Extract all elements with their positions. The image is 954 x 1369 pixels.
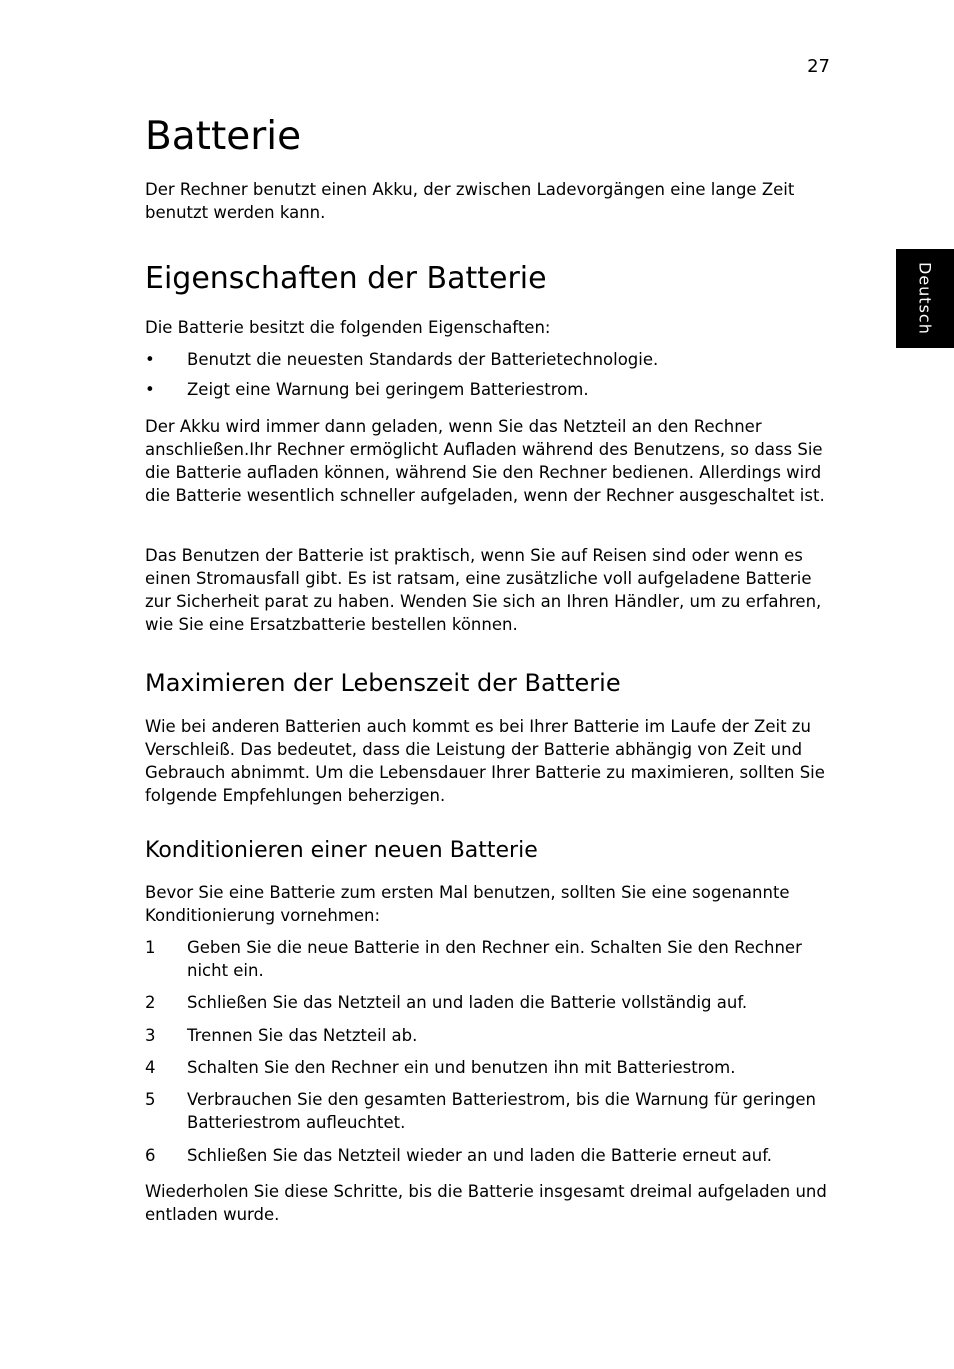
section3-closing: Wiederholen Sie diese Schritte, bis die Batterie insgesamt dreimal aufgeladen und entladen wurde. [145, 1182, 827, 1224]
step-text: Trennen Sie das Netzteil ab. [187, 1026, 418, 1045]
section1-paragraph-2: Das Benutzen der Batterie ist praktisch, wenn Sie auf Reisen sind oder wenn es einen Stromausfall gibt. Es ist ratsam, eine zusätzliche voll aufgeladene Batterie zur Sicherheit parat zu haben. Wenden Sie sich an Ihren Händler, um zu erfahren, wie Sie eine Ersatzbatterie bestellen können. [145, 546, 822, 634]
bullet-text: Zeigt eine Warnung bei geringem Batteriestrom. [187, 380, 589, 399]
section1-paragraph-1: Der Akku wird immer dann geladen, wenn Sie das Netzteil an den Rechner anschließen.Ihr Rechner ermöglicht Aufladen während des Benutzens, so dass Sie die Batterie aufladen können, während Sie den Rechner bedienen. Allerdings wird die Batterie wesentlich schneller aufgeladen, wenn der Rechner ausgeschaltet ist. [145, 417, 825, 505]
section1-lead: Die Batterie besitzt die folgenden Eigenschaften: [145, 318, 551, 337]
bullet-marker: • [145, 380, 155, 399]
section-heading-eigenschaften: Eigenschaften der Batterie [145, 261, 547, 296]
page-title: Batterie [145, 114, 302, 159]
step-text: Geben Sie die neue Batterie in den Rechner ein. Schalten Sie den Rechner nicht ein. [187, 938, 802, 980]
step-number: 4 [145, 1058, 156, 1077]
section3-lead: Bevor Sie eine Batterie zum ersten Mal benutzen, sollten Sie eine sogenannte Konditionierung vornehmen: [145, 883, 790, 925]
step-text: Verbrauchen Sie den gesamten Batteriestrom, bis die Warnung für geringen Batteriestrom aufleuchtet. [187, 1090, 816, 1132]
section-heading-maximieren: Maximieren der Lebenszeit der Batterie [145, 669, 621, 697]
language-tab-label: Deutsch [915, 262, 935, 335]
step-number: 1 [145, 938, 156, 957]
step-number: 6 [145, 1146, 156, 1165]
section2-paragraph: Wie bei anderen Batterien auch kommt es bei Ihrer Batterie im Laufe der Zeit zu Verschleiß. Das bedeutet, dass die Leistung der Batterie abhängig von Zeit und Gebrauch abnimmt. Um die Lebensdauer Ihrer Batterie zu maximieren, sollten Sie folgende Empfehlungen beherzigen. [145, 717, 825, 805]
page-number: 27 [807, 56, 830, 77]
intro-paragraph: Der Rechner benutzt einen Akku, der zwischen Ladevorgängen eine lange Zeit benutzt werden kann. [145, 180, 795, 222]
step-text: Schalten Sie den Rechner ein und benutzen ihn mit Batteriestrom. [187, 1058, 736, 1077]
section-heading-konditionieren: Konditionieren einer neuen Batterie [145, 838, 538, 863]
bullet-text: Benutzt die neuesten Standards der Batterietechnologie. [187, 350, 659, 369]
step-number: 3 [145, 1026, 156, 1045]
step-number: 2 [145, 993, 156, 1012]
bullet-marker: • [145, 350, 155, 369]
step-text: Schließen Sie das Netzteil an und laden die Batterie vollständig auf. [187, 993, 748, 1012]
step-number: 5 [145, 1090, 156, 1109]
language-tab [896, 249, 954, 348]
step-text: Schließen Sie das Netzteil wieder an und laden die Batterie erneut auf. [187, 1146, 773, 1165]
